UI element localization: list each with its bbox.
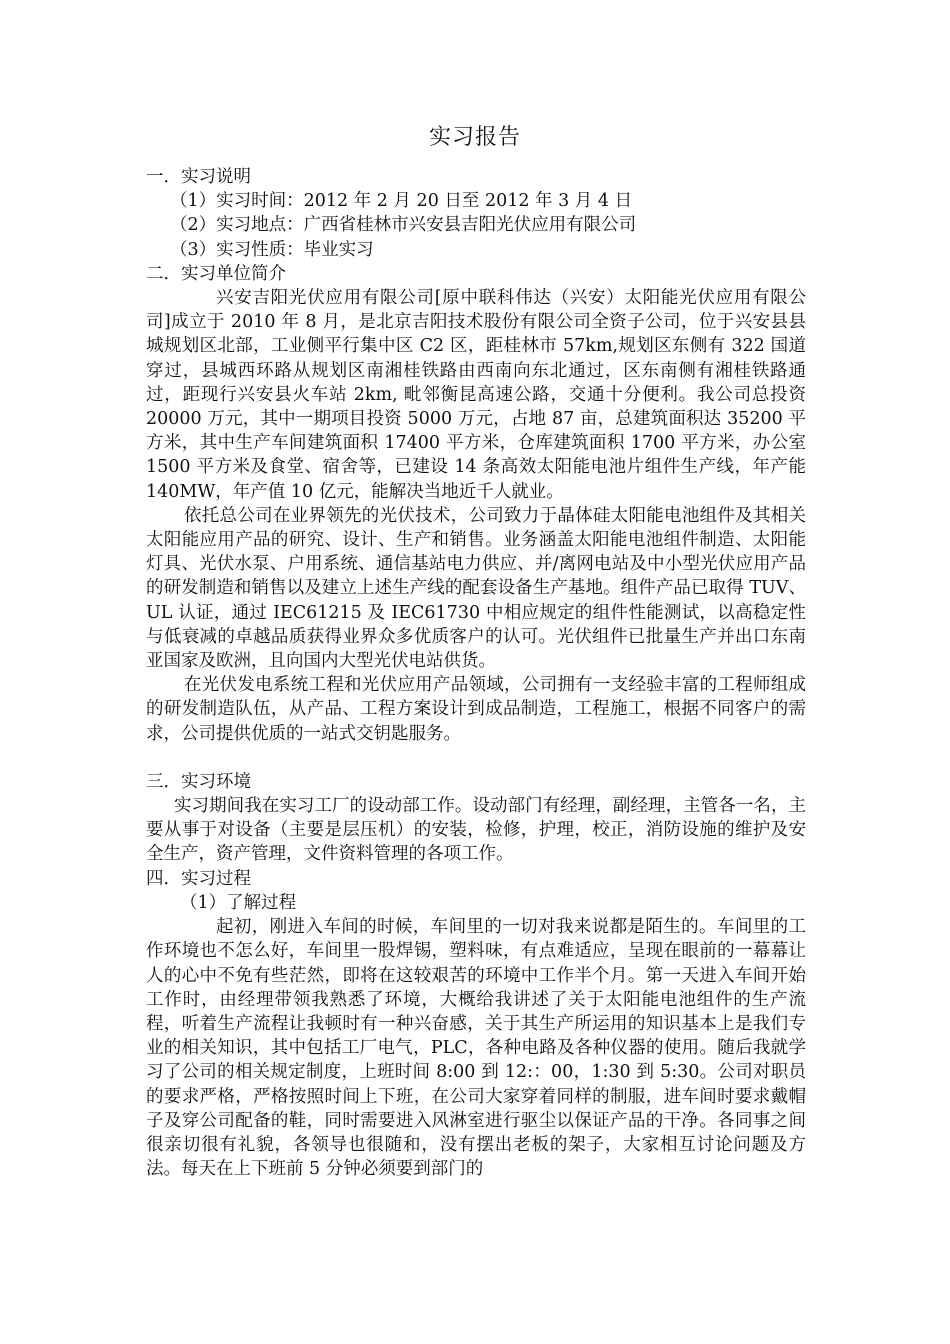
paragraph: 兴安吉阳光伏应用有限公司[原中联科伟达（兴安）太阳能光伏应用有限公司]成立于 2010 年 8 月，是北京吉阳技术股份有限公司全资子公司，位于兴安县县城规划区北部，工业侧平行集中区 C2 区，距桂林市 57km,规划区东侧有 322 国道穿过，县城西环路从规划区南湘桂铁路由西南向东北通过，区东南侧有湘桂铁路通过，距现行兴安县火车站 2km, 毗邻衡昆高速公路，交通十分便利。我公司总投资 20000 万元，其中一期项目投资 5000 万元，占地 87 亩，总建筑面积达 35200 平方米，其中生产车间建筑面积 17400 平方米，仓库建筑面积 1700 平方米，办公室 1500 平方米及食堂、宿舍等，已建设 14 条高效太阳能电池片组件生产线，年产能 140MW，年产值 10 亿元，能解决当地近千人就业。 — [146, 288, 806, 502]
section-heading-2: 二．实习单位简介 — [146, 263, 286, 284]
paragraph: 起初，刚进入车间的时候，车间里的一切对我来说都是陌生的。车间里的工作环境也不怎么好，车间里一股焊锡，塑料味，有点难适应，呈现在眼前的一幕幕让人的心中不免有些茫然，即将在这较艰苦的环境中工作半个月。第一天进入车间开始工作时，由经理带领我熟悉了环境，大概给我讲述了关于太阳能电池组件的生产流程，听着生产流程让我顿时有一种兴奋感，关于其生产所运用的知识基本上是我们专业的相关知识，其中包括工厂电气，PLC，各种电路及各种仪器的使用。随后我就学习了公司的相关规定制度，上班时间 8:00 到 12:：00，1:30 到 5:30。公司对职员的要求严格，严格按照时间上下班，在公司大家穿着同样的制服，进车间时要求戴帽子及穿公司配备的鞋，同时需要进入风淋室进行驱尘以保证产品的干净。各同事之间很亲切很有礼貌，各领导也很随和，没有摆出老板的架子，大家相互讨论问题及方法。每天在上下班前 5 分钟必须要到部门的 — [146, 917, 806, 1180]
list-item: （2）实习地点：广西省桂林市兴安县吉阳光伏应用有限公司 — [170, 215, 637, 236]
section-heading-1: 一．实习说明 — [146, 167, 251, 187]
paragraph: 在光伏发电系统工程和光伏应用产品领域，公司拥有一支经验丰富的工程师组成的研发制造队伍，从产品、工程方案设计到成品制造，工程施工，根据不同客户的需求，公司提供优质的一站式交钥匙服务。 — [146, 675, 806, 744]
document-body — [146, 165, 806, 1181]
paragraph: 依托总公司在业界领先的光伏技术，公司致力于晶体硅太阳能电池组件及其相关太阳能应用产品的研究、设计、生产和销售。业务涵盖太阳能电池组件制造、太阳能灯具、光伏水泵、户用系统、通信基站电力供应、并/离网电站及中小型光伏应用产品的研发制造和销售以及建立上述生产线的配套设备生产基地。组件产品已取得 TUV、UL 认证，通过 IEC61215 及 IEC61730 中相应规定的组件性能测试，以高稳定性与低衰减的卓越品质获得业界众多优质客户的认可。光伏组件已批量生产并出口东南亚国家及欧洲，且向国内大型光伏电站供货。 — [146, 505, 806, 672]
list-item: （3）实习性质：毕业实习 — [170, 239, 374, 260]
section-heading-4: 四．实习过程 — [146, 868, 251, 889]
list-item: （1）实习时间：2012 年 2 月 20 日至 2012 年 3 月 4 日 — [170, 191, 633, 212]
section-heading-3: 三．实习环境 — [146, 771, 251, 792]
spacer — [146, 746, 806, 770]
sub-heading: （1）了解过程 — [180, 892, 297, 913]
document-title: 实习报告 — [428, 125, 521, 150]
paragraph: 实习期间我在实习工厂的设动部工作。设动部门有经理，副经理，主管各一名，主要从事于对设备（主要是层压机）的安装，检修，护理，校正，消防设施的维护及安全生产，资产管理，文件资料管理的各项工作。 — [146, 796, 806, 865]
